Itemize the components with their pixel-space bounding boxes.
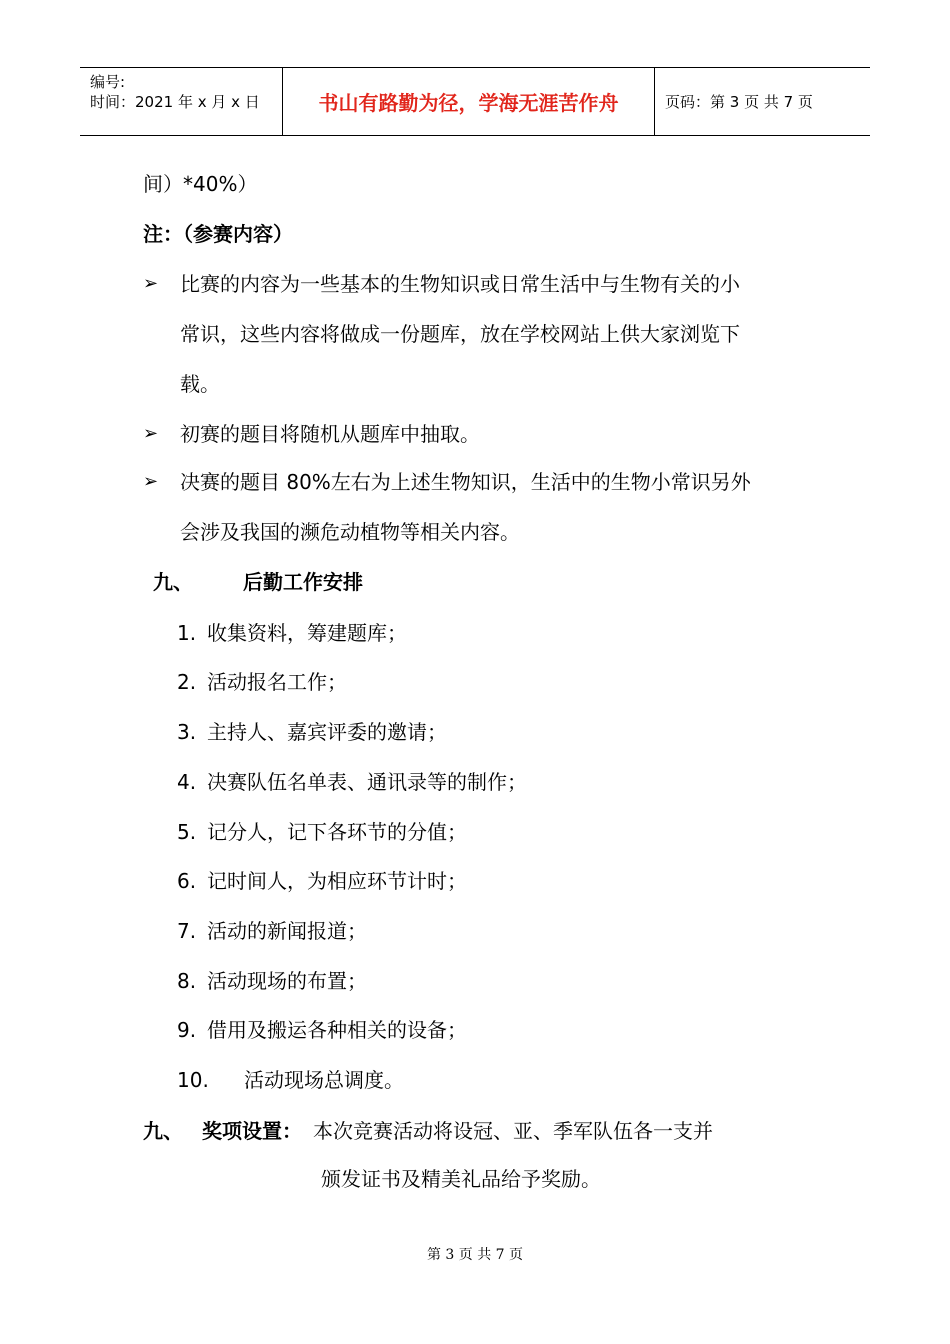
award-text-line2: 颁发证书及精美礼品给予奖励。 [321,1167,601,1191]
award-number: 九、 [143,1119,183,1143]
section9-title: 后勤工作安排 [243,570,363,594]
list-item: 主持人、嘉宾评委的邀请； [207,720,447,744]
arrow-bullet-icon: ➢ [143,471,159,492]
list-item: 活动报名工作； [207,670,347,694]
bullet3-line1: 决赛的题目 80%左右为上述生物知识，生活中的生物小常识另外 [180,470,751,494]
list-item: 活动的新闻报道； [207,919,367,943]
number-label: 编号: [90,73,126,91]
date-label: 时间：2021 年 x 月 x 日 [90,93,260,111]
note-heading: 注：（参赛内容） [143,222,293,246]
continued-line: 间）*40%） [143,172,258,196]
list-item: 记时间人，为相应环节计时； [207,869,467,893]
list-item-number: 10. [177,1068,209,1092]
page-header [80,67,870,136]
list-item: 记分人，记下各环节的分值； [207,820,467,844]
bullet1-line1: 比赛的内容为一些基本的生物知识或日常生活中与生物有关的小 [180,272,740,296]
bullet3-line2: 会涉及我国的濒危动植物等相关内容。 [180,520,520,544]
list-item-number: 7. [177,919,197,943]
list-item-number: 4. [177,770,197,794]
list-item-number: 3. [177,720,197,744]
arrow-bullet-icon: ➢ [143,273,159,294]
award-label: 奖项设置： [202,1119,302,1143]
bullet1-line3: 载。 [180,372,220,396]
list-item-number: 2. [177,670,197,694]
list-item: 借用及搬运各种相关的设备； [207,1018,467,1042]
award-text-line1: 本次竞赛活动将设冠、亚、季军队伍各一支并 [313,1119,713,1143]
arrow-bullet-icon: ➢ [143,423,159,444]
list-item-number: 6. [177,869,197,893]
list-item-number: 1. [177,621,197,645]
section9-number: 九、 [153,570,193,594]
header-meta [80,68,282,135]
bullet1-line2: 常识，这些内容将做成一份题库，放在学校网站上供大家浏览下 [180,322,740,346]
header-motto: 书山有路勤为径，学海无涯苦作舟 [282,68,655,135]
list-item: 决赛队伍名单表、通讯录等的制作； [207,770,527,794]
list-item-number: 8. [177,969,197,993]
header-page-info: 页码：第 3 页 共 7 页 [665,93,813,111]
list-item: 活动现场总调度。 [244,1068,404,1092]
list-item: 收集资料，筹建题库； [207,621,407,645]
list-item-number: 5. [177,820,197,844]
list-item-number: 9. [177,1018,197,1042]
list-item: 活动现场的布置； [207,969,367,993]
page-footer: 第 3 页 共 7 页 [426,1247,524,1263]
bullet2-line: 初赛的题目将随机从题库中抽取。 [180,422,480,446]
